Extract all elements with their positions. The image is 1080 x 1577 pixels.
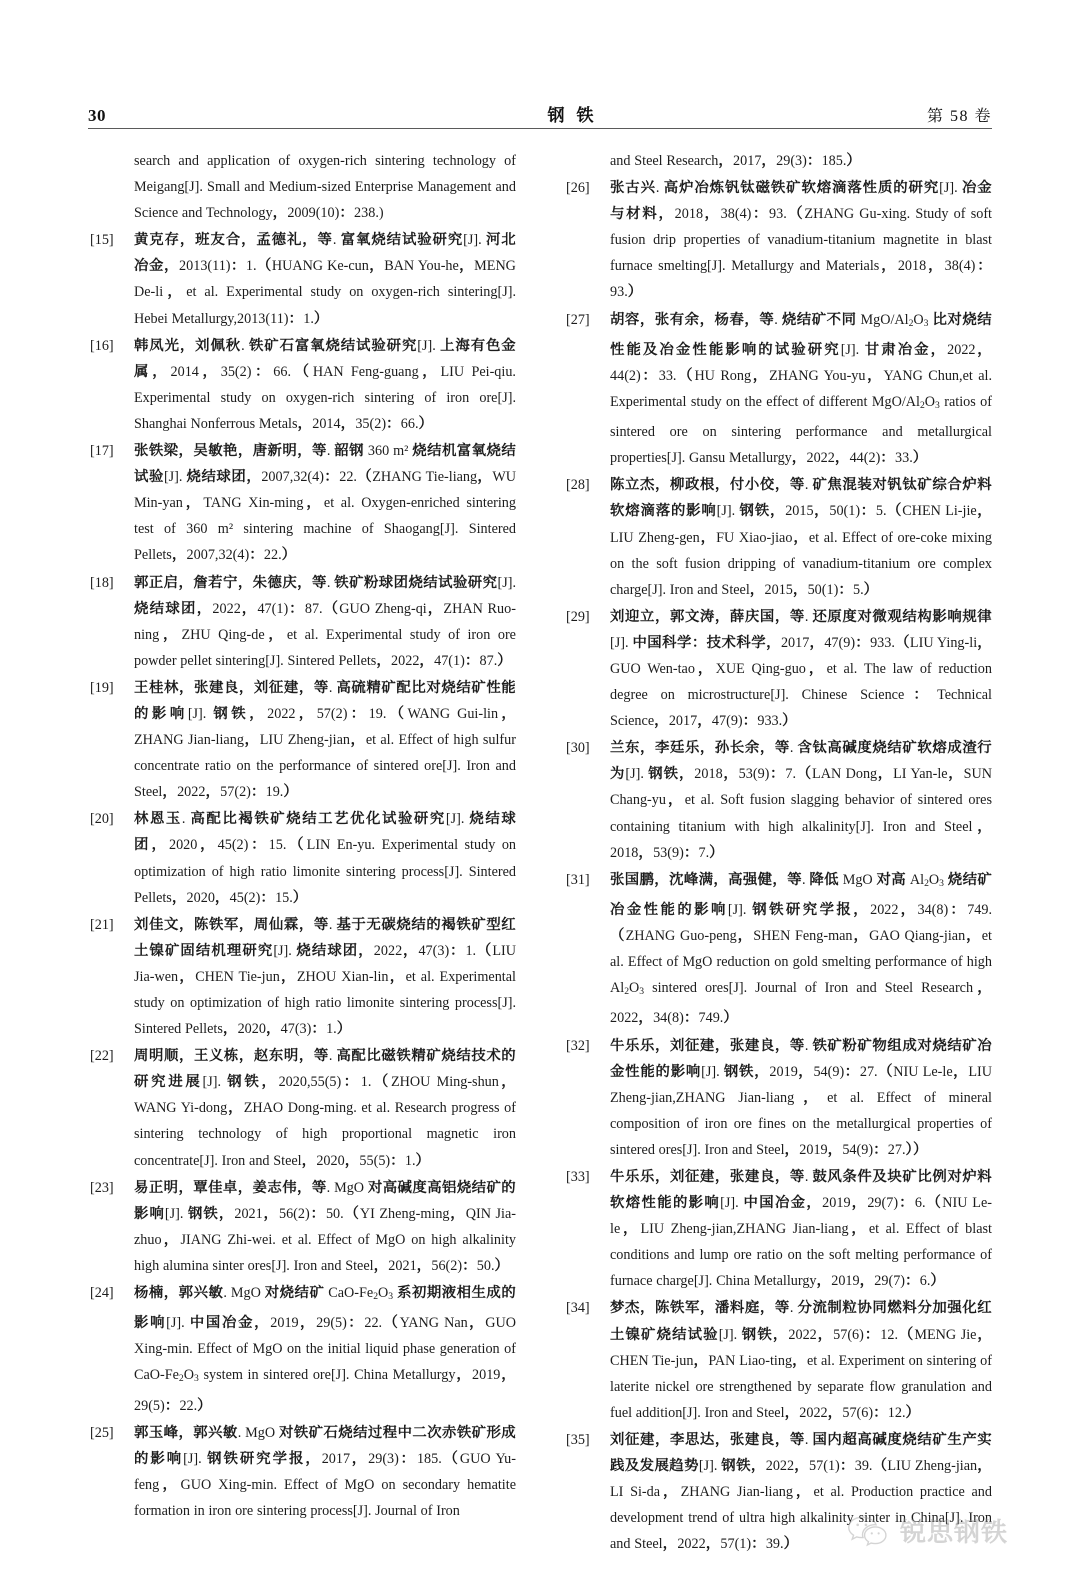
reference-number: [26] (566, 180, 590, 197)
watermark (846, 1512, 1008, 1549)
reference-number: [22] (90, 1048, 114, 1065)
running-head (88, 98, 992, 126)
reference-entry (564, 472, 992, 602)
reference-text: 张国鹏，沈峰满，高强健，等. 降低 MgO 对高 $Al_2O_3$ 烧结矿冶金性能的影响[J]. 钢铁研究学报，2022，34(8)：749.（ZHANG Guo-peng，SHEN Feng-man，GAO Qiang-jian，et al. Effect of MgO reduction on gold smelting performance of high $Al_2O_3$ sintered ores[J]. Journal of Iron and Steel Research，2022，34(8)：749.） (610, 871, 993, 1027)
reference-text: 兰东，李廷乐，孙长余，等. 含钛高碱度烧结矿软熔成渣行为[J]. 钢铁，2018，53(9)：7.（LAN Dong，LI Yan-le，SUN Chang-yu，et al. Soft fusion slagging behavior of sintered ores containing titanium with high alkalinity[J]. Iron and Steel，2018，53(9)：7.） (610, 740, 992, 861)
reference-entry (564, 175, 992, 305)
reference-text: 张古兴. 高炉冶炼钒钛磁铁矿软熔滴落性质的研究[J]. 冶金与材料，2018，38(4)：93.（ZHANG Gu-xing. Study of soft fusion drip properties of vanadium-titanium magnetite in blast furnace smelting[J]. Metallurgy and Materials，2018，38(4)：93.） (610, 180, 993, 301)
reference-entry (88, 1280, 516, 1419)
reference-text: 胡容，张有余，杨春，等. 烧结矿不同 MgO/$Al_2O_3$ 比对烧结性能及冶金性能影响的试验研究[J]. 甘肃冶金，2022，44(2)：33.（HU Rong，ZHANG You-yu，YANG Chun,et al. Experimental study on the effect of different MgO/$Al_2O_3$ ratios of sintered ore on sintering performance and metallurgical properties[J]. Gansu Metallurgy，2022，44(2)：33.） (610, 311, 992, 467)
reference-number: [16] (90, 337, 114, 354)
reference-entry (88, 227, 516, 331)
wechat-icon (846, 1514, 890, 1548)
reference-text: 刘佳文，陈铁军，周仙霖，等. 基于无碳烧结的褐铁矿型红土镍矿固结机理研究[J]. 烧结球团，2022，47(3)：1.（LIU Jia-wen，CHEN Tie-jun，ZHOU Xian-lin，et al. Experimental study on optimization of high ratio limonite sintering process[J]. Sintered Pellets，2020，47(3)：1.） (134, 916, 517, 1038)
reference-entry (88, 333, 516, 437)
reference-entry (88, 1420, 516, 1524)
reference-number: [25] (90, 1424, 114, 1441)
reference-text: 刘征建，李思达，张建良，等. 国内超高碱度烧结矿生产实践及发展趋势[J]. 钢铁，2022，57(1)：39.（LIU Zheng-jian，LI Si-da，ZHANG Jian-liang，et al. Production practice and development trend of ultra high alkalinity sinter in China[J]. Iron and Steel，2022，57(1)：39.） (610, 1431, 992, 1553)
reference-text: 郭正启，詹若宁，朱德庆，等. 铁矿粉球团烧结试验研究[J]. 烧结球团，2022，47(1)：87.（GUO Zheng-qi，ZHAN Ruo-ning，ZHU Qing-de，et al. Experimental study of iron ore powder pellet sintering[J]. Sintered Pellets，2022，47(1)：87.） (134, 574, 516, 669)
reference-text: 韩凤光，刘佩秋. 铁矿石富氧烧结试验研究[J]. 上海有色金属，2014，35(2)：66.（HAN Feng-guang，LIU Pei-qiu. Experimental study on oxygen-rich sintering of iron ore[J]. Shanghai Nonferrous Metals，2014，35(2)：66.） (134, 337, 516, 432)
reference-entry (564, 1033, 992, 1163)
reference-text: 易正明，覃佳卓，姜志伟，等. MgO 对高碱度高铝烧结矿的影响[J]. 钢铁，2021，56(2)：50.（YI Zheng-ming，QIN Jia-zhuo，JIANG Zhi-wei. et al. Effect of MgO on high alkalinity high alumina sinter ores[J]. Iron and Steel，2021，56(2)：50.） (134, 1179, 516, 1274)
reference-text: 梦杰，陈铁军，潘料庭，等. 分流制粒协同燃料分加强化红土镍矿烧结试验[J]. 钢铁，2022，57(6)：12.（MENG Jie，CHEN Tie-jun，PAN Liao-ting，et al. Experiment on sintering of laterite nickel ore strengthened by separate flow granulation and fuel addition[J]. Iron and Steel，2022，57(6)：12.） (610, 1300, 993, 1421)
reference-entry (88, 675, 516, 805)
reference-number: [27] (566, 311, 590, 328)
reference-entry (88, 438, 516, 568)
reference-text: search and application of oxygen-rich sintering technology of Meigang[J]. Small and Medium-sized Enterprise Management and Science and Technology，2009(10)：238.) (134, 153, 516, 222)
reference-number: [20] (90, 811, 114, 828)
reference-number: [29] (566, 608, 590, 625)
reference-number: [33] (566, 1169, 590, 1185)
header-divider (88, 128, 992, 129)
reference-number: [30] (566, 740, 590, 757)
reference-number: [19] (90, 679, 114, 696)
reference-entry (564, 307, 992, 472)
reference-text: 牛乐乐，刘征建，张建良，等. 铁矿粉矿物组成对烧结矿冶金性能的影响[J]. 钢铁，2019，54(9)：27.（NIU Le-le，LIU Zheng-jian,ZHANG Jian-liang，et al. Effect of mineral composition of iron ore fines on the metallurgical properties of sintered ores[J]. Iron and Steel，2019，54(9)：27.）） (610, 1037, 992, 1158)
reference-entry (564, 1295, 992, 1425)
reference-text: 黄克存，班友合，孟德礼，等. 富氧烧结试验研究[J]. 河北冶金，2013(11)：1.（HUANG Ke-cun，BAN You-he，MENG De-li，et al. Experimental study on oxygen-rich sintering[J]. Hebei Metallurgy,2013(11)：1.） (134, 232, 517, 327)
page-number: 30 (88, 106, 106, 125)
reference-number: [24] (90, 1285, 114, 1302)
watermark-label: 锐思钢铁 (899, 1518, 1008, 1548)
reference-entry (564, 1164, 992, 1294)
right-column (564, 148, 992, 1558)
reference-entry (88, 806, 516, 910)
reference-entry (88, 570, 516, 674)
reference-number: [21] (90, 916, 114, 933)
reference-text: 牛乐乐，刘征建，张建良，等. 鼓风条件及块矿比例对炉料软熔性能的影响[J]. 中国冶金，2019，29(7)：6.（NIU Le-le，LIU Zheng-jian,ZHANG Jian-liang，et al. Effect of blast conditions and lump ore ratio on the soft melting performance of furnace charge[J]. China Metallurgy，2019，29(7)：6.） (610, 1169, 992, 1290)
reference-number: [23] (90, 1179, 114, 1196)
reference-number: [18] (90, 574, 114, 591)
volume-label: 第 58 卷 (926, 108, 992, 125)
reference-entry (564, 867, 992, 1032)
reference-text: 杨楠，郭兴敏. MgO 对烧结矿 CaO-$Fe_2O_3$ 系初期液相生成的影响[J]. 中国冶金，2019，29(5)：22.（YANG Nan，GUO Xing-min. Effect of MgO on the initial liquid phase generation of CaO-$Fe_2O_3$ system in sintered ore[J]. China Metallurgy，2019，29(5)：22.） (134, 1285, 517, 1414)
reference-text: 郭玉峰，郭兴敏. MgO 对铁矿石烧结过程中二次赤铁矿形成的影响[J]. 钢铁研究学报，2017，29(3)：185.（GUO Yu-feng，GUO Xing-min. Effect of MgO on secondary hematite formation in iron ore sintering process[J]. Journal of Iron (134, 1424, 517, 1519)
reference-text: 张铁梁，吴敏艳，唐新明，等. 韶钢 360 m² 烧结机富氧烧结试验[J]. 烧结球团，2007,32(4)：22.（ZHANG Tie-liang，WU Min-yan，TANG Xin-ming，et al. Oxygen-enriched sintering test of 360 m² sintering machine of Shaogang[J]. Sintered Pellets，2007,32(4)：22.） (134, 443, 517, 564)
reference-number: [31] (566, 871, 590, 888)
reference-entry (88, 912, 516, 1042)
reference-number: [35] (566, 1431, 590, 1448)
reference-number: [15] (90, 232, 114, 249)
reference-number: [34] (566, 1300, 590, 1317)
reference-columns (88, 148, 992, 1558)
left-column (88, 148, 516, 1558)
reference-entry (564, 735, 992, 865)
reference-entry (88, 148, 516, 226)
reference-number: [32] (566, 1037, 590, 1054)
reference-text: 林恩玉. 高配比褐铁矿烧结工艺优化试验研究[J]. 烧结球团，2020，45(2)：15.（LIN En-yu. Experimental study on optimization of high ratio limonite sintering process[J]. Sintered Pellets，2020，45(2)：15.） (134, 811, 517, 906)
journal-title: 钢铁 (547, 106, 606, 125)
reference-entry (564, 604, 992, 734)
reference-entry (564, 148, 992, 174)
reference-number: [17] (90, 443, 114, 460)
reference-entry (88, 1175, 516, 1279)
reference-text: 王桂林，张建良，刘征建，等. 高硫精矿配比对烧结矿性能的影响[J]. 钢铁，2022，57(2)：19.（WANG Gui-lin，ZHANG Jian-liang，LIU Zheng-jian，et al. Effect of high sulfur concentrate ratio on the performance of sintered ore[J]. Iron and Steel，2022，57(2)：19.） (134, 679, 517, 801)
reference-text: 刘迎立，郭文涛，薛庆国，等. 还原度对微观结构影响规律[J]. 中国科学：技术科学，2017，47(9)：933.（LIU Ying-li，GUO Wen-tao，XUE Qing-guo，et al. The law of reduction degree on microstructure[J]. Chinese Science：Technical Science，2017，47(9)：933.） (610, 608, 992, 730)
reference-text: and Steel Research，2017，29(3)：185.） (610, 153, 862, 169)
reference-text: 陈立杰，柳政根，付小佼，等. 矿焦混装对钒钛矿综合炉料软熔滴落的影响[J]. 钢铁，2015，50(1)：5.（CHEN Li-jie，LIU Zheng-gen，FU Xiao-jiao，et al. Effect of ore-coke mixing on the soft fusion dripping of vanadium-titanium ore complex charge[J]. Iron and Steel，2015，50(1)：5.） (610, 477, 992, 598)
reference-entry (88, 1043, 516, 1173)
reference-number: [28] (566, 477, 590, 494)
reference-text: 周明顺，王义栋，赵东明，等. 高配比磁铁精矿烧结技术的研究进展[J]. 钢铁，2020,55(5)：1.（ZHOU Ming-shun，WANG Yi-dong，ZHAO Dong-ming. et al. Research progress of sintering technology of high proportional magnetic iron concentrate[J]. Iron and Steel，2020，55(5)：1.） (134, 1048, 516, 1169)
